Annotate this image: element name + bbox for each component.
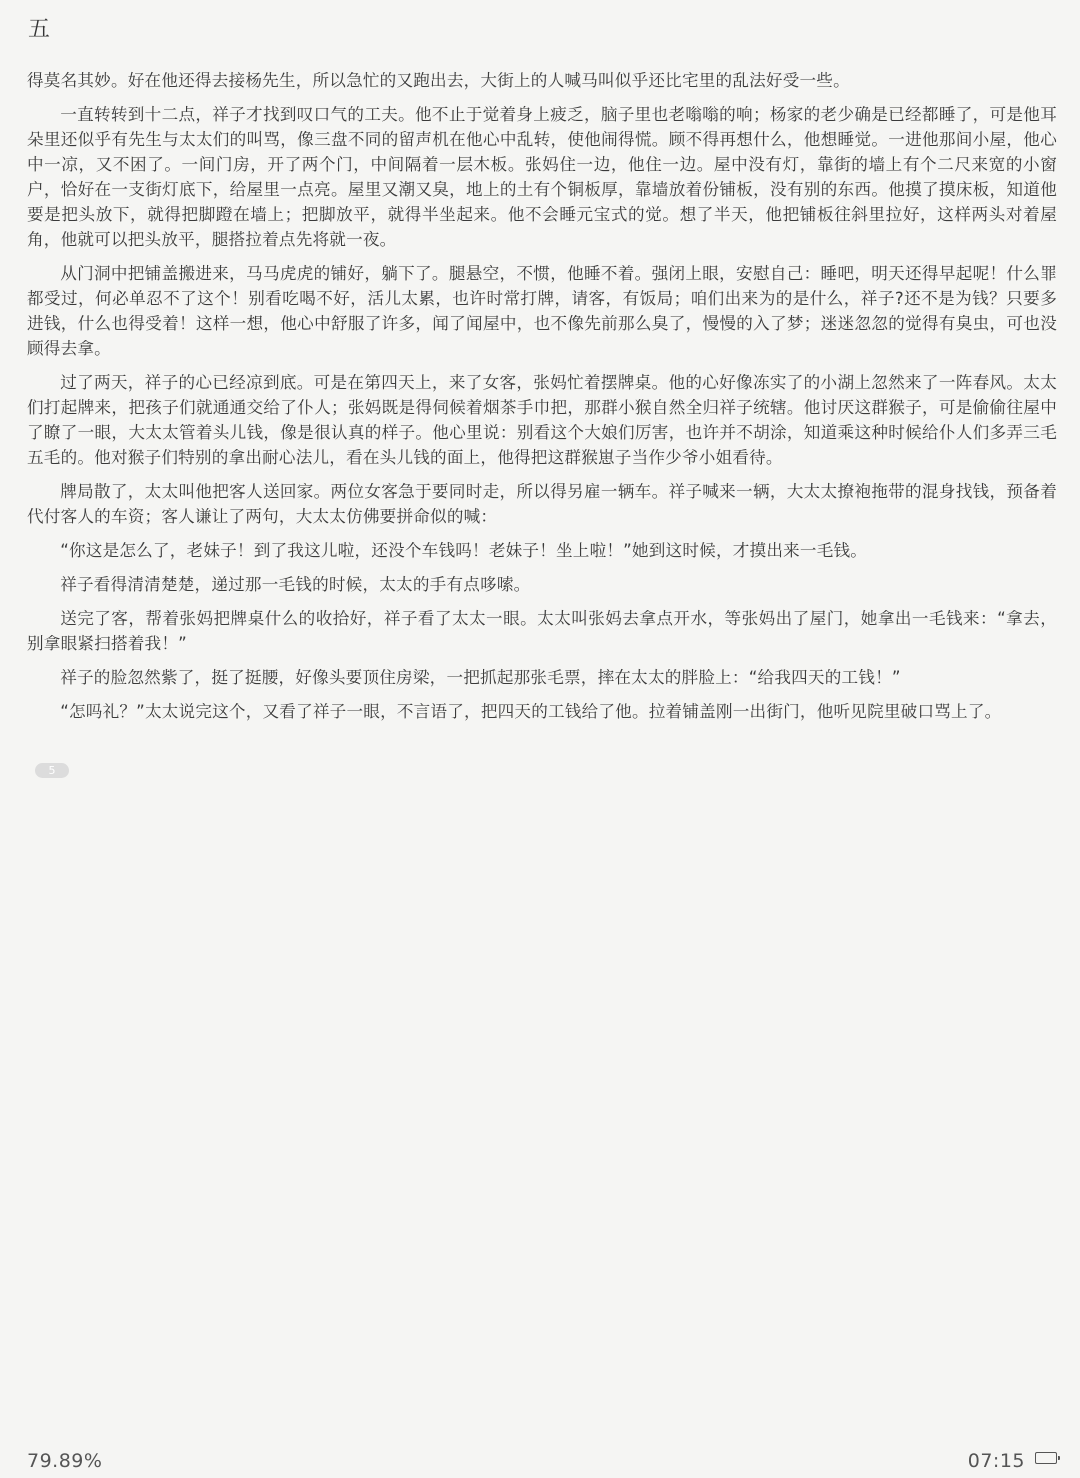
status-bar xyxy=(0,1438,1080,1478)
paragraph-4: 过了两天，祥子的心已经凉到底。可是在第四天上，来了女客，张妈忙着摆牌桌。他的心好像冻实了的小湖上忽然来了一阵春风。太太们打起牌来，把孩子们就通通交给了仆人；张妈既是得伺候着烟茶手巾把，那群小猴自然全归祥子统辖。他讨厌这群猴子，可是偷偷往屋中了瞭了一眼，大太太管着头儿钱，像是很认真的样子。他心里说：别看这个大娘们厉害，也许并不胡涂，知道乘这种时候给仆人们多弄三毛五毛的。他对猴子们特别的拿出耐心法儿，看在头儿钱的面上，他得把这群猴崽子当作少爷小姐看待。 xyxy=(27,373,1057,467)
paragraph-9: 祥子的脸忽然紫了，挺了挺腰，好像头要顶住房梁，一把抓起那张毛票，摔在太太的胖脸上：“给我四天的工钱！” xyxy=(60,668,901,687)
battery-icon xyxy=(1035,1452,1057,1464)
chapter-title: 五 xyxy=(28,17,51,42)
paragraph-3: 从门洞中把铺盖搬进来，马马虎虎的铺好，躺下了。腿悬空，不惯，他睡不着。强闭上眼，安慰自己：睡吧，明天还得早起呢！什么罪都受过，何必单忍不了这个！别看吃喝不好，活儿太累，也许时常打牌，请客，有饭局；咱们出来为的是什么，祥子?还不是为钱？只要多进钱，什么也得受着！这样一想，他心中舒服了许多，闻了闻屋中，也不像先前那么臭了，慢慢的入了梦；迷迷忽忽的觉得有臭虫，可也没顾得去拿。 xyxy=(27,264,1057,358)
clock-time: 07:15 xyxy=(967,1450,1025,1472)
paragraph-8: 送完了客，帮着张妈把牌桌什么的收拾好，祥子看了太太一眼。太太叫张妈去拿点开水，等张妈出了屋门，她拿出一毛钱来：“拿去，别拿眼紧扫搭着我！” xyxy=(27,609,1057,653)
paragraph-2: 一直转转到十二点，祥子才找到叹口气的工夫。他不止于觉着身上疲乏，脑子里也老嗡嗡的响；杨家的老少确是已经都睡了，可是他耳朵里还似乎有先生与太太们的叫骂，像三盘不同的留声机在他心中乱转，使他闹得慌。顾不得再想什么，他想睡觉。一进他那间小屋，他心中一凉，又不困了。一间门房，开了两个门，中间隔着一层木板。张妈住一边，他住一边。屋中没有灯，靠街的墙上有个二尺来宽的小窗户，恰好在一支街灯底下，给屋里一点亮。屋里又潮又臭，地上的土有个铜板厚，靠墙放着份铺板，没有别的东西。他摸了摸床板，知道他要是把头放下，就得把脚蹬在墙上；把脚放平，就得半坐起来。他不会睡元宝式的觉。想了半天，他把铺板往斜里拉好，这样两头对着屋角，他就可以把头放平，腿搭拉着点先将就一夜。 xyxy=(27,105,1057,249)
paragraph-5: 牌局散了，太太叫他把客人送回家。两位女客急于要同时走，所以得另雇一辆车。祥子喊来一辆，大太太撩袍拖带的混身找钱，预备着代付客人的车资；客人谦让了两句，大太太仿佛要拼命似的喊： xyxy=(27,482,1057,526)
page-number-badge: 5 xyxy=(35,763,69,778)
reading-progress: 79.89% xyxy=(27,1450,103,1472)
reading-area[interactable] xyxy=(27,68,1057,733)
paragraph-10: “怎吗礼？”太太说完这个，又看了祥子一眼，不言语了，把四天的工钱给了他。拉着铺盖刚一出街门，他听见院里破口骂上了。 xyxy=(60,702,1002,721)
paragraph-6: “你这是怎么了，老妹子！到了我这儿啦，还没个车钱吗！老妹子！坐上啦！”她到这时候，才摸出来一毛钱。 xyxy=(60,541,868,560)
paragraph-7: 祥子看得清清楚楚，递过那一毛钱的时候，太太的手有点哆嗦。 xyxy=(60,575,531,594)
paragraph-1: 得莫名其妙。好在他还得去接杨先生，所以急忙的又跑出去，大街上的人喊马叫似乎还比宅里的乱法好受一些。 xyxy=(27,71,850,90)
